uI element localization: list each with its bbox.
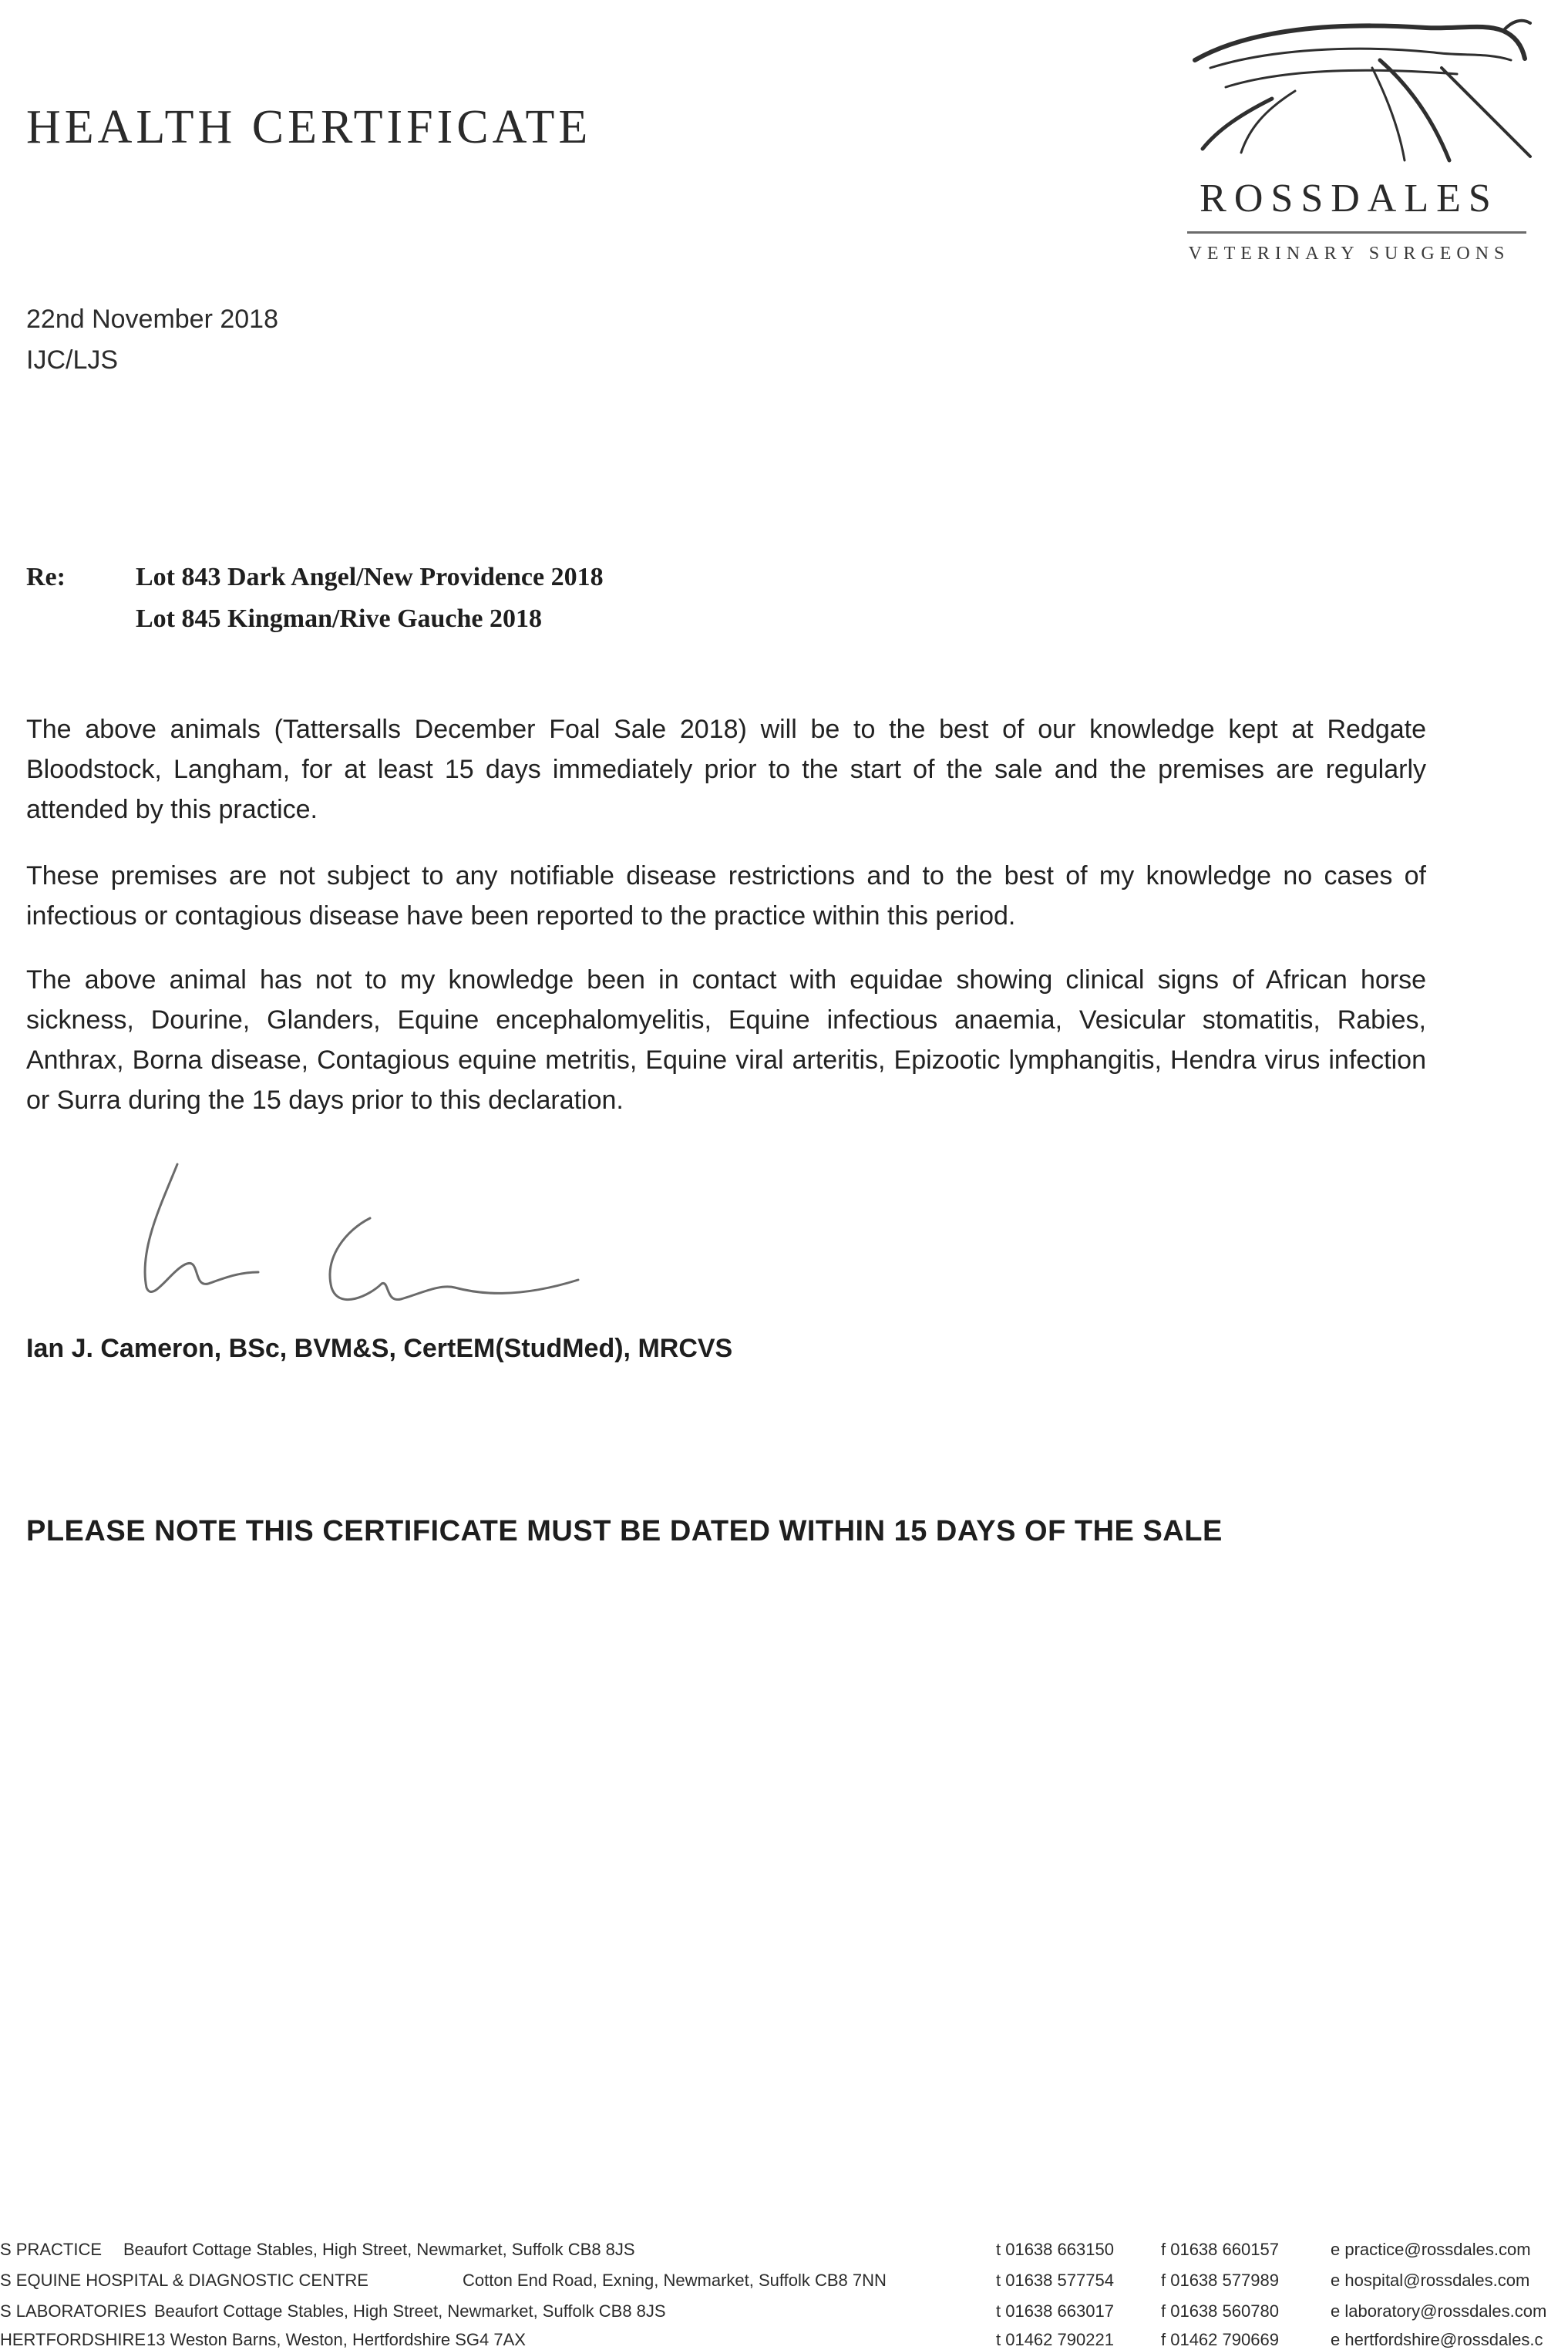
footer-email: e laboratory@rossdales.com	[1331, 2301, 1547, 2321]
footer-fax: f 01638 560780	[1161, 2301, 1279, 2321]
body-paragraph: These premises are not subject to any notifiable disease restrictions and to the best of my knowledge no cases of infectious or contagious disease have been reported to the practice within this period.	[26, 861, 1426, 931]
signature-image	[116, 1156, 671, 1326]
re-lot-line: Lot 845 Kingman/Rive Gauche 2018	[136, 604, 543, 633]
footer-address: Beaufort Cottage Stables, High Street, Newmarket, Suffolk CB8 8JS	[154, 2301, 666, 2321]
signatory-name: Ian J. Cameron, BSc, BVM&S, CertEM(StudMed), MRCVS	[26, 1334, 733, 1363]
body-paragraph: The above animal has not to my knowledge been in contact with equidae showing clinical signs of African horse sickness, Dourine, Glanders, Equine encephalomyelitis, Equine infectious anaemia, Vesicular stomatitis, Rabies, Anthrax, Borna disease, Contagious equine metritis, Equine viral arteritis, Epizootic lymphangitis, Hendra virus infection or Surra during the 15 days prior to this declaration.	[26, 965, 1426, 1115]
footer-fax: f 01462 790669	[1161, 2330, 1279, 2349]
footer-address: 13 Weston Barns, Weston, Hertfordshire SG4 7AX	[146, 2330, 526, 2349]
footer-email: e hertfordshire@rossdales.c	[1331, 2330, 1543, 2349]
horse-logo-icon	[1179, 14, 1534, 168]
brand-name: ROSSDALES	[1200, 177, 1499, 221]
footer-telephone: t 01638 663150	[996, 2240, 1114, 2259]
rossdales-logo	[1156, 14, 1542, 268]
document-reference: IJC/LJS	[26, 345, 119, 375]
footer-branch-name: HERTFORDSHIRE	[0, 2330, 146, 2349]
footer-telephone: t 01638 577754	[996, 2271, 1114, 2290]
footer-address: Cotton End Road, Exning, Newmarket, Suffolk CB8 7NN	[463, 2271, 887, 2290]
document-date: 22nd November 2018	[26, 305, 279, 334]
footer-branch-name: S PRACTICE	[0, 2240, 103, 2259]
document-title: HEALTH CERTIFICATE	[26, 101, 592, 153]
footer-branch-name: S LABORATORIES	[0, 2301, 146, 2321]
brand-divider	[1187, 231, 1526, 234]
re-lot-line: Lot 843 Dark Angel/New Providence 2018	[136, 563, 604, 591]
footer-fax: f 01638 660157	[1161, 2240, 1279, 2259]
footer-telephone: t 01462 790221	[996, 2330, 1114, 2349]
footer-email: e hospital@rossdales.com	[1331, 2271, 1530, 2290]
footer-fax: f 01638 577989	[1161, 2271, 1279, 2290]
brand-tagline: VETERINARY SURGEONS	[1188, 244, 1510, 264]
body-paragraph: The above animals (Tattersalls December Foal Sale 2018) will be to the best of our knowledge kept at Redgate Bloodstock, Langham, for at least 15 days immediately prior to the start of the sale and the premises are regularly attended by this practice.	[26, 715, 1426, 824]
certificate-notice: PLEASE NOTE THIS CERTIFICATE MUST BE DATED WITHIN 15 DAYS OF THE SALE	[26, 1515, 1223, 1547]
footer-address: Beaufort Cottage Stables, High Street, Newmarket, Suffolk CB8 8JS	[123, 2240, 635, 2259]
footer-email: e practice@rossdales.com	[1331, 2240, 1531, 2259]
footer-branch-name: S EQUINE HOSPITAL & DIAGNOSTIC CENTRE	[0, 2271, 368, 2290]
footer-telephone: t 01638 663017	[996, 2301, 1114, 2321]
re-label: Re:	[26, 563, 66, 591]
